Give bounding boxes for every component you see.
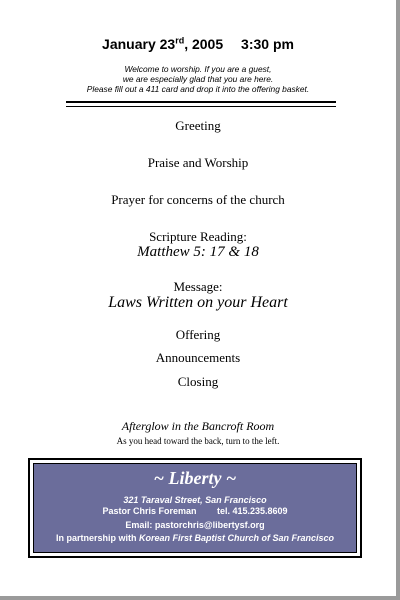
welcome-line-2: we are especially glad that you are here. [122, 74, 274, 84]
page-edge-shadow-right [396, 0, 400, 600]
order-praise-worship: Praise and Worship [147, 155, 249, 170]
order-scripture-label: Scripture Reading: [149, 229, 247, 244]
pastor-name: Pastor Chris Foreman [102, 506, 197, 516]
date-ordinal-suffix: rd [175, 35, 185, 46]
order-scripture-reference: Matthew 5: 17 & 18 [137, 244, 259, 260]
order-message-label: Message: [173, 279, 223, 294]
welcome-line-1: Welcome to worship. If you are a guest, [124, 64, 272, 74]
church-address: 321 Taraval Street, San Francisco [123, 495, 267, 505]
afterglow-note: As you head toward the back, turn to the left. [116, 436, 280, 446]
order-offering: Offering [175, 327, 221, 342]
church-info-panel [33, 463, 357, 553]
church-email: Email: pastorchris@libertysf.org [125, 520, 265, 530]
order-closing: Closing [177, 374, 219, 389]
afterglow-title: Afterglow in the Bancroft Room [121, 419, 275, 433]
church-partnership [34, 533, 356, 543]
order-greeting: Greeting [175, 118, 221, 133]
order-announcements: Announcements [155, 350, 241, 365]
service-date: January 23rd, 2005 [102, 35, 224, 52]
church-info-box [28, 458, 362, 558]
church-phone: tel. 415.235.8609 [216, 506, 288, 516]
pastor-contact [34, 506, 356, 516]
page-edge-shadow-bottom [0, 596, 400, 600]
welcome-line-3: Please fill out a 411 card and drop it into the offering basket. [86, 84, 310, 94]
divider-thick [66, 101, 336, 103]
service-time: 3:30 pm [241, 36, 294, 52]
welcome-message [0, 64, 396, 94]
order-message-title: Laws Written on your Heart [108, 294, 288, 311]
service-date-time [0, 36, 396, 52]
divider-thin [66, 106, 336, 107]
partnership-prefix: In partnership with [55, 533, 137, 543]
partner-church-name: Korean First Baptist Church of San Francisco [138, 533, 335, 543]
order-prayer: Prayer for concerns of the church [111, 192, 285, 207]
church-name: ~ Liberty ~ [153, 468, 237, 488]
